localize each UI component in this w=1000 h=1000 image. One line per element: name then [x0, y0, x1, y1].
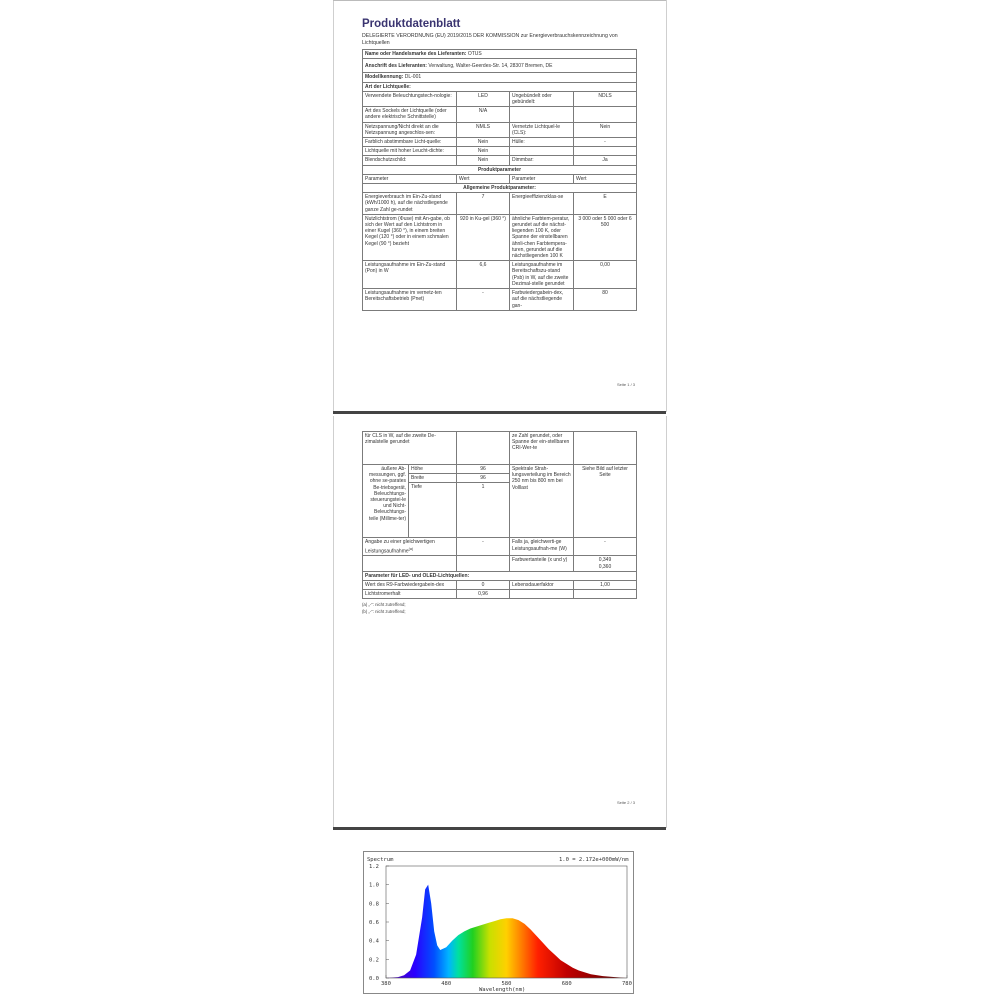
- cell: Verwendete Beleuchtungstech-nologie:: [363, 91, 457, 106]
- light-type-row: [363, 91, 637, 106]
- cell: Leistungsaufnahme im Ein-Zu-stand (Pon) in W: [363, 261, 457, 289]
- x-tick-label: 480: [441, 981, 452, 987]
- spectrum-chart: [363, 851, 634, 994]
- light-type-row: [363, 138, 637, 147]
- chroma-value: [574, 556, 637, 571]
- lumen-label: Lichtstromerhalt: [363, 590, 457, 599]
- cell: [457, 432, 510, 465]
- dim-value: 96: [457, 474, 510, 483]
- led-params-label: Parameter für LED- und OLED-Lichtquellen:: [363, 571, 637, 580]
- product-params-header-row: [363, 165, 637, 174]
- cell: N/A: [457, 107, 510, 122]
- cell: Leistungsaufnahme im vernetz-ten Bereitschaftsbetrieb (Pnet): [363, 289, 457, 311]
- model-row: [363, 73, 637, 82]
- page-2: [362, 431, 636, 615]
- dims-row: [363, 465, 637, 474]
- dim-value: 1: [457, 483, 510, 538]
- cell: Energieeffizienzklas-se: [510, 193, 574, 215]
- led-params-header-row: [363, 571, 637, 580]
- cell: Art des Sockels der Lichtquelle (oder andere elektrische Schnittstelle): [363, 107, 457, 122]
- model-label: Modellkennung:: [365, 74, 404, 81]
- light-type-header-row: [363, 82, 637, 91]
- page-2-number: Seite 2 / 3: [617, 800, 636, 805]
- light-type-row: [363, 156, 637, 165]
- product-table-2: [362, 431, 637, 599]
- x-tick-label: 680: [561, 981, 572, 987]
- cell: 3 000 oder 5 000 oder 6 500: [574, 214, 637, 260]
- cell: NDLS: [574, 91, 637, 106]
- cell: 7: [457, 193, 510, 215]
- spectrum-scale-note: 1.0 = 2.172e+000mW/nm: [559, 857, 629, 863]
- cell: [574, 147, 637, 156]
- col-value: Wert: [574, 174, 637, 183]
- spectrum-area: [386, 885, 627, 978]
- supplier-address-value: Verwaltung, Walter-Geerdes-Str. 14, 28307 Bremen, DE: [428, 63, 553, 70]
- equiv-label-text: Angabe zu einer gleichwertigen Leistungsaufnahme: [365, 539, 435, 555]
- cell: Farblich abstimmbare Licht-quelle:: [363, 138, 457, 147]
- chroma-row: [363, 556, 637, 571]
- continued-row: [363, 432, 637, 465]
- spectrum-title: Spectrum: [367, 857, 394, 863]
- cell: 80: [574, 289, 637, 311]
- spectrum-svg: [364, 852, 633, 993]
- cell: [510, 147, 574, 156]
- col-param: Parameter: [363, 174, 457, 183]
- general-params-header-row: [363, 184, 637, 193]
- lumen-row: [363, 590, 637, 599]
- cell: [510, 107, 574, 122]
- cell: 0,00: [574, 261, 637, 289]
- r9-row: [363, 581, 637, 590]
- page-1-number: Seite 1 / 3: [617, 382, 636, 387]
- y-tick-label: 1.2: [369, 864, 379, 870]
- param-row: [363, 214, 637, 260]
- product-params-label: Produktparameter: [363, 165, 637, 174]
- r9-value: 0: [457, 581, 510, 590]
- page-1: [362, 17, 636, 311]
- supplier-name-value: OTUS: [467, 51, 482, 57]
- col-value: Wert: [457, 174, 510, 183]
- page-divider-2: [333, 827, 666, 830]
- life-value: 1,00: [574, 581, 637, 590]
- param-row: [363, 193, 637, 215]
- document-title: Produktdatenblatt: [362, 18, 461, 30]
- supplier-name-label: Name oder Handelsmarke des Lieferanten:: [365, 51, 467, 57]
- cell: Ungebündelt oder gebündelt:: [510, 91, 574, 106]
- y-tick-label: 0.0: [369, 976, 379, 982]
- cell: 920 in Ku-gel (360 °): [457, 214, 510, 260]
- col-param: Parameter: [510, 174, 574, 183]
- document-subtitle: DELEGIERTE VERORDNUNG (EU) 2019/2015 DER KOMMISSION zur Energieverbrauchskennzeichnung von Lichtquellen: [362, 33, 618, 46]
- dim-value: 96: [457, 465, 510, 474]
- footnote-ref: (a): [408, 546, 414, 551]
- cell: [574, 590, 637, 599]
- chroma-y: 0,360: [598, 563, 612, 570]
- chroma-label: Farbwertanteile (x und y): [510, 556, 574, 571]
- y-tick-label: 1.0: [369, 882, 379, 889]
- cell: Nein: [457, 138, 510, 147]
- lumen-value: 0,96: [457, 590, 510, 599]
- cell: -: [457, 289, 510, 311]
- light-type-row: [363, 122, 637, 137]
- footnote-b: (b) „-“: nicht zutreffend;: [362, 609, 406, 615]
- cell: Leistungsaufnahme im Bereitschaftszu-stand (Psb) in W, auf die zweite Dezimal-stelle gerundet: [510, 261, 574, 289]
- y-tick-label: 0.6: [369, 920, 379, 926]
- cell: NMLS: [457, 122, 510, 137]
- cont-right: ze Zahl gerundet, oder Spanne der ein-stellbaren CRI-Wer-te: [510, 432, 574, 465]
- column-header-row: [363, 174, 637, 183]
- ifyes-label: Falls ja, gleichwerti-ge Leistungsaufnah-me (W): [510, 538, 574, 556]
- light-type-label: Art der Lichtquelle:: [363, 82, 637, 91]
- cell: Dimmbar:: [510, 156, 574, 165]
- param-row: [363, 261, 637, 289]
- footnote-a: (a) „-“: nicht zutreffend;: [362, 602, 406, 608]
- page-divider-1: [333, 411, 666, 414]
- supplier-address-row: [363, 59, 637, 73]
- cell: -: [574, 138, 637, 147]
- x-tick-label: 380: [381, 981, 391, 987]
- cell: Hülle:: [510, 138, 574, 147]
- cell: Lichtquelle mit hoher Leucht-dichte:: [363, 147, 457, 156]
- cell: Farbwiedergabein-dex, auf die nächstliegende gan-: [510, 289, 574, 311]
- r9-label: Wert des R9-Farbwiedergabein-dex: [363, 581, 457, 590]
- cell: Energieverbrauch im Ein-Zu-stand (kWh/1000 h), auf die nächstliegende ganze Zahl ge-rundet: [363, 193, 457, 215]
- x-tick-label: 580: [501, 981, 512, 987]
- param-row: [363, 289, 637, 311]
- supplier-name-row: [363, 50, 637, 59]
- cell: Vernetzte Lichtquel-le (CLS):: [510, 122, 574, 137]
- spectrum-xlabel: Wavelength(nm): [479, 987, 526, 993]
- cell: Blendschutzschild:: [363, 156, 457, 165]
- spectral-value: Siehe Bild auf letzter Seite: [574, 465, 637, 538]
- dim-name: Breite: [409, 474, 457, 483]
- dims-label: äußere Ab-messungen, ggf. ohne se-parates Be-triebsgerät, Beleuchtungs-steuerungstei-le und Nicht-Beleuchtungs-teile (Millime-ter): [363, 465, 409, 538]
- cell: LED: [457, 91, 510, 106]
- cell: Nutzlichtstrom (Φuse) mit An-gabe, ob sich der Wert auf den Lichtstrom in einer Kugel (360 °), in einem breiten Kegel (120 °) oder in einem schmalen Kegel (90 °) bezieht: [363, 214, 457, 260]
- cell: [510, 590, 574, 599]
- light-type-row: [363, 107, 637, 122]
- cell: [574, 107, 637, 122]
- cell: ähnliche Farbtem-peratur, gerundet auf die nächst-liegenden 100 K, oder Spanne der einstellbaren ähnli-chen Farbtempera-turen, gerundet auf die nächstliegenden 100 K: [510, 214, 574, 260]
- model-value: DL-001: [404, 74, 422, 81]
- general-params-label: Allgemeine Produktparameter:: [363, 184, 637, 193]
- x-tick-label: 780: [622, 981, 632, 987]
- y-tick-label: 0.4: [369, 938, 379, 945]
- cell: Ja: [574, 156, 637, 165]
- cell: Nein: [457, 156, 510, 165]
- dim-name: Höhe: [409, 465, 457, 474]
- cell: [363, 556, 457, 571]
- cell: 6,6: [457, 261, 510, 289]
- chroma-x: 0,349: [598, 557, 612, 564]
- cell: [457, 556, 510, 571]
- equiv-label: [363, 538, 457, 556]
- y-tick-label: 0.8: [369, 901, 379, 908]
- cell: E: [574, 193, 637, 215]
- cell: Nein: [574, 122, 637, 137]
- dim-name: Tiefe: [409, 483, 457, 538]
- light-type-row: [363, 147, 637, 156]
- cell: Nein: [457, 147, 510, 156]
- equiv-value: -: [457, 538, 510, 556]
- cell: Netzspannung/Nicht direkt an die Netzspannung angeschlos-sen:: [363, 122, 457, 137]
- ifyes-value: -: [574, 538, 637, 556]
- spectral-label: Spektrale Strah-lungsverteilung im Bereich 250 nm bis 800 nm bei Volllast: [510, 465, 574, 538]
- cont-left: für CLS in W, auf die zweite De-zimalstelle gerundet: [363, 432, 457, 465]
- cell: [574, 432, 637, 465]
- equiv-row: [363, 538, 637, 556]
- y-tick-label: 0.2: [369, 957, 379, 964]
- life-label: Lebensdauerfaktor: [510, 581, 574, 590]
- supplier-address-label: Anschrift des Lieferanten:: [365, 63, 427, 70]
- product-table-1: [362, 49, 637, 311]
